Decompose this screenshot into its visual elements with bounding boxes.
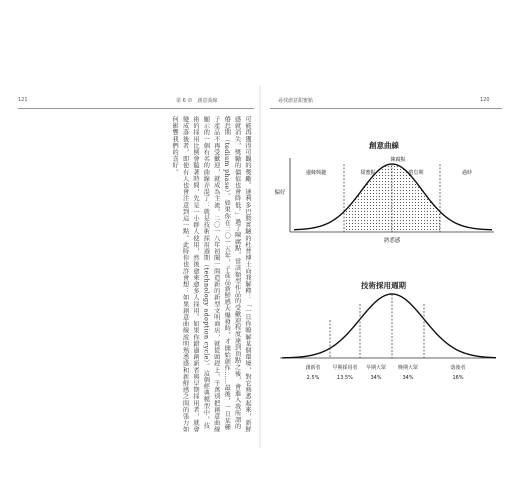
adoption-bell-curve: [282, 294, 496, 358]
x-axis-label: 熟悉感: [383, 238, 401, 244]
phase-label-sweet-spot: 甜蜜點: [360, 170, 376, 176]
left-body-text: 可能再獲得可觀的獎勵。達利多巴胺實驗的杜普博士向我解釋：「一旦你瞭解某個環境，對它熟悉起來，新鮮感就消失，獎勵的價值也會降低。」過了陳腐點，當該類型作品的受歡迎程度達到頂點之後，會進入我所謂的倦怠期（tedium phase）。如果你在二〇一五年，子產品新鮮感大爆發時，才開始創作……最後，一旦某種子產品不再受歡迎，就成為主流。二〇一八年初聞一間造新的新型文明商店，就從頭趕上。千萬別把創意曲線顯示的一個有名的曲線弄混了：就是技術採用週期（technology adoption cycle）。這個經典模型中，技術的採用比例會隨著時間，先是一小群人使用，然後愈來愈多人採用。如果你錯過創新者與早期採用者，就會變成落後者，即使有人也會注意到這一點。此時你也許會想：如果創意曲線說明熟悉感和新鮮感之間的張力如何影響我們的喜好。: [171, 116, 251, 433]
y-axis-label: 偏好: [274, 190, 286, 196]
adoption-cycle-title: 技術採用週期: [361, 281, 406, 290]
percent-late-majority: 34%: [402, 375, 414, 381]
phase-label-peak: 陳腐點: [390, 157, 406, 163]
phase-label-tedium: 倦怠期: [408, 170, 424, 176]
gutter: [259, 86, 261, 448]
creative-curve-title: 創意曲線: [369, 141, 399, 150]
right-header-rule: [270, 108, 502, 109]
phase-label-fringe: 邊緣興趣: [305, 170, 327, 176]
segment-innovators: 創新者: [305, 365, 321, 371]
right-running-head: 尋找創意甜蜜點: [278, 98, 314, 104]
percent-laggards: 16%: [452, 375, 464, 381]
left-running-head: 第 6 章 創意曲線: [176, 98, 218, 104]
segment-early-majority: 早期大眾: [365, 365, 387, 371]
right-page-number: 120: [480, 97, 490, 103]
creative-curve-chart: [264, 150, 504, 258]
percent-innovators: 2.5%: [306, 375, 320, 381]
segment-early-adopters: 早期採用者: [332, 365, 358, 371]
percent-early-adopters: 13.5%: [337, 375, 353, 381]
left-page-number: 121: [18, 97, 28, 103]
left-header-rule: [18, 108, 254, 109]
segment-laggards: 落後者: [450, 365, 466, 371]
phase-label-outdated: 過時: [461, 170, 473, 176]
adoption-cycle-chart: [264, 290, 504, 400]
segment-late-majority: 晚期大眾: [397, 365, 419, 371]
percent-early-majority: 34%: [370, 375, 382, 381]
